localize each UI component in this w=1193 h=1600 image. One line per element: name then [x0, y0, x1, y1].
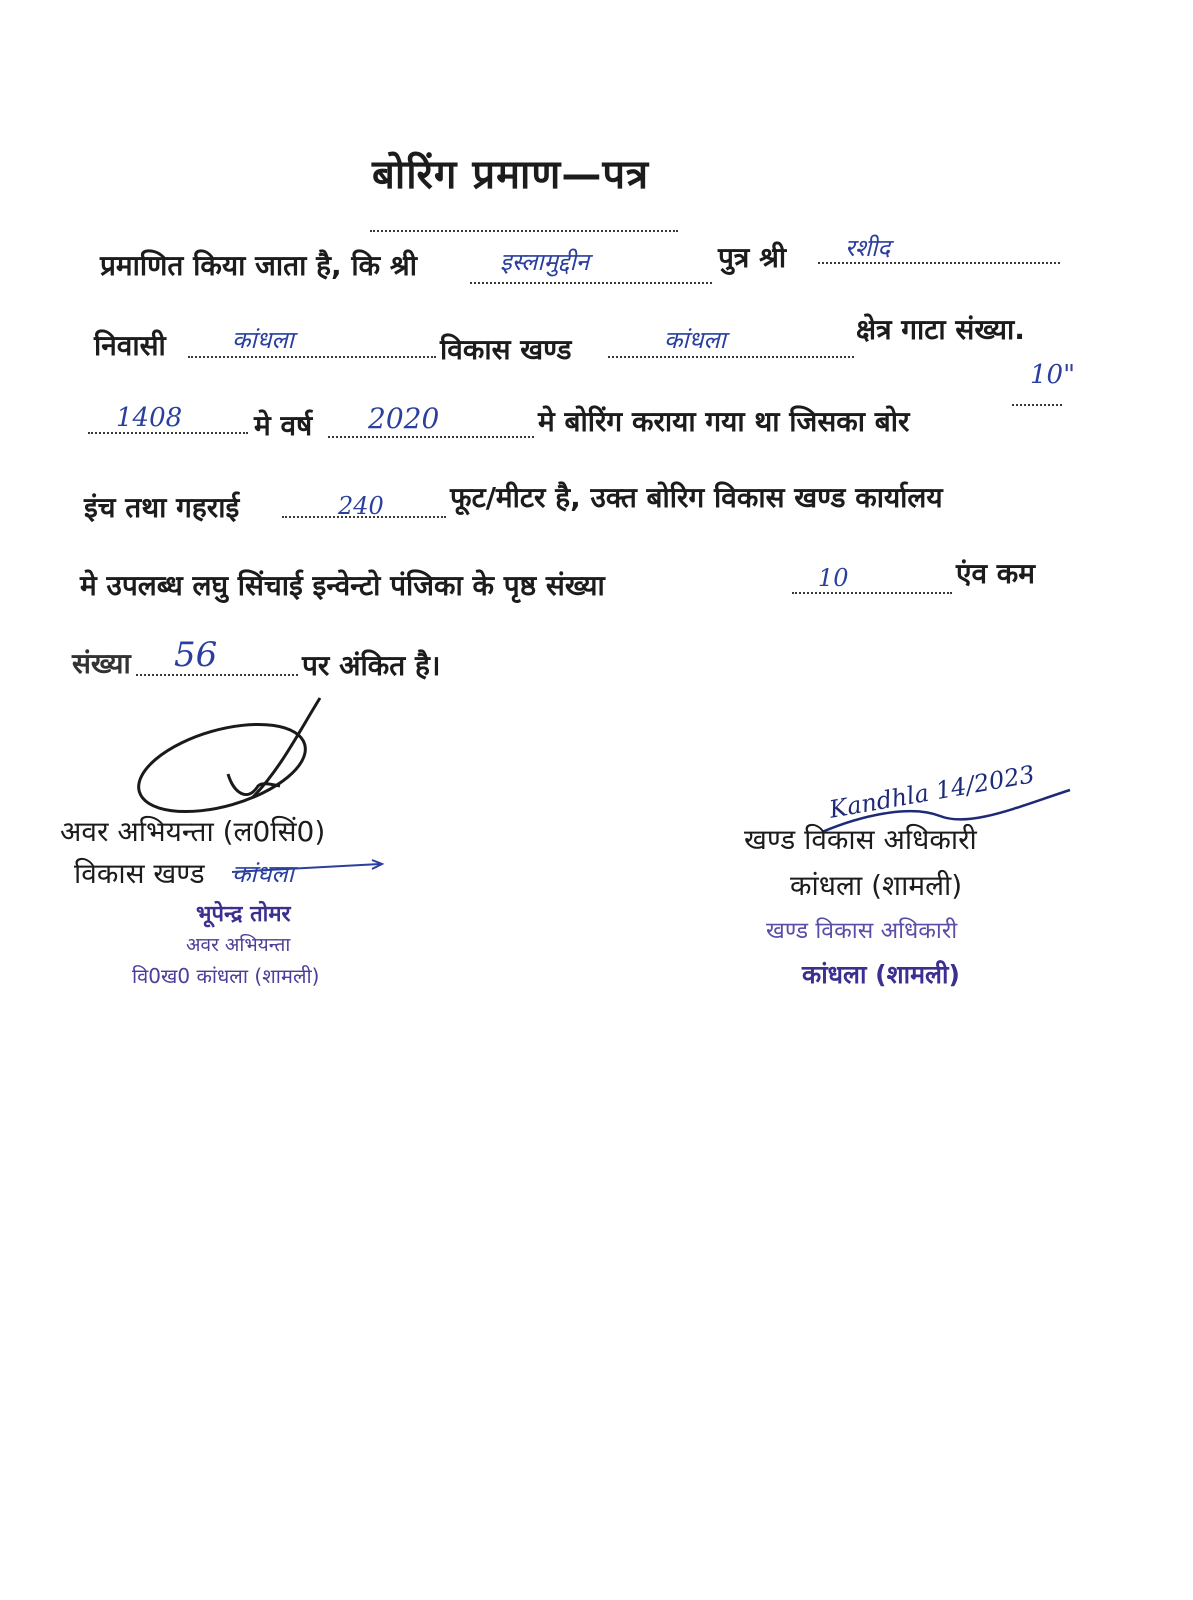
right-handwritten-date: Kandhla 14/2023	[827, 760, 1037, 824]
serial-dotted-line	[136, 674, 298, 676]
page-dotted-line	[792, 592, 952, 594]
name-dotted-line	[470, 282, 712, 284]
junior-engineer-designation: अवर अभियन्ता (ल0सिं0)	[60, 815, 326, 848]
line2-text-c: क्षेत्र गाटा संख्या.	[856, 313, 1025, 346]
block-dotted-line	[608, 356, 854, 358]
junior-engineer-signature	[130, 690, 350, 820]
line4-text-b: फूट/मीटर है, उक्त बोरिग विकास खण्ड कार्यालय	[450, 481, 943, 514]
left-stamp-designation: अवर अभियन्ता	[186, 934, 291, 956]
line5-text-a: मे उपलब्ध लघु सिंचाई इन्वेन्टो पंजिका के पृष्ठ संख्या	[80, 569, 605, 602]
page-title: बोरिंग प्रमाण—पत्र	[372, 152, 650, 198]
bore-dotted-line	[1012, 404, 1062, 406]
line1-text-b: पुत्र श्री	[718, 241, 787, 274]
filled-serial: 56	[174, 635, 218, 675]
filled-residence: कांधला	[232, 326, 294, 354]
filled-year: 2020	[368, 402, 440, 435]
filled-father: रशीद	[845, 234, 891, 262]
left-block-value: कांधला	[232, 860, 294, 888]
line3-text-a: मे वर्ष	[254, 409, 313, 442]
filled-gata: 1408	[116, 403, 183, 433]
father-dotted-line	[818, 262, 1060, 264]
filled-block: कांधला	[664, 326, 726, 354]
line6-text-a: संख्या	[72, 647, 131, 680]
left-block-label: विकास खण्ड	[74, 857, 205, 890]
left-stamp-name: भूपेन्द्र तोमर	[196, 902, 291, 927]
right-stamp-designation: खण्ड विकास अधिकारी	[766, 918, 958, 944]
filled-depth: 240	[338, 492, 384, 520]
line2-text-a: निवासी	[94, 329, 166, 362]
filled-bore: 10"	[1030, 360, 1076, 390]
left-stamp-office: वि0ख0 कांधला (शामली)	[132, 964, 320, 988]
left-block-arrow	[230, 858, 390, 878]
right-stamp-place: कांधला (शामली)	[802, 960, 960, 989]
bdo-designation: खण्ड विकास अधिकारी	[744, 823, 977, 856]
filled-page: 10	[818, 564, 849, 592]
filled-name: इस्लामुद्दीन	[500, 248, 590, 276]
bdo-place: कांधला (शामली)	[790, 869, 963, 902]
line1-text-a: प्रमाणित किया जाता है, कि श्री	[100, 249, 417, 282]
line5-text-b: एंव कम	[956, 557, 1036, 590]
year-dotted-line	[328, 436, 534, 438]
residence-dotted-line	[188, 356, 436, 358]
line2-text-b: विकास खण्ड	[440, 333, 572, 366]
line6-text-b: पर अंकित है।	[302, 649, 441, 682]
title-underline	[370, 230, 678, 232]
line4-text-a: इंच तथा गहराई	[84, 491, 240, 524]
line3-text-b: मे बोरिंग कराया गया था जिसका बोर	[538, 405, 910, 438]
